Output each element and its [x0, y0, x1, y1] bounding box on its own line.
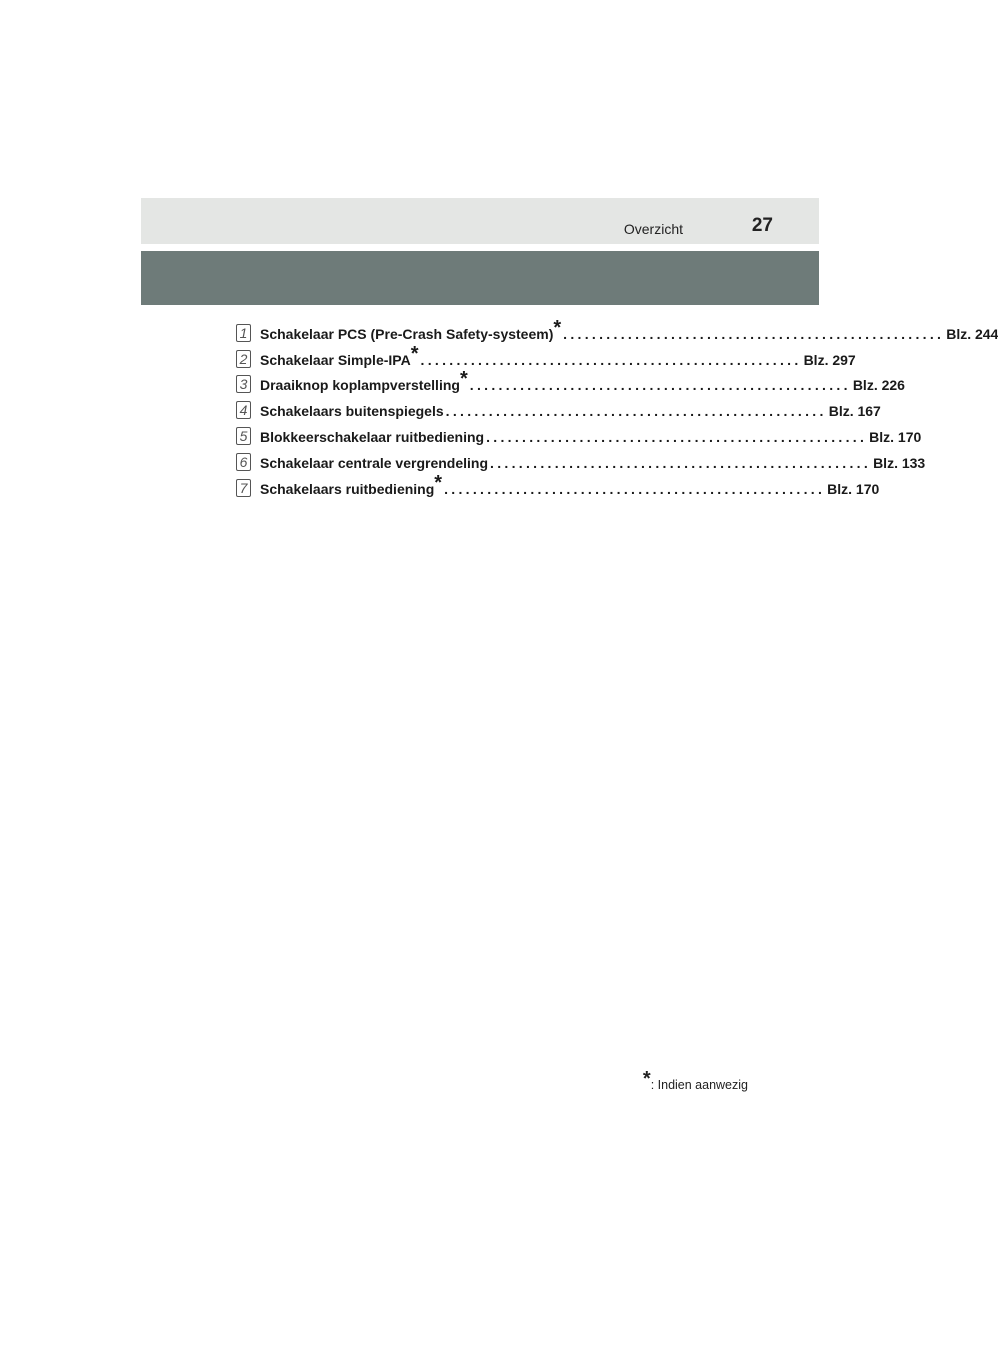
list-item — [236, 471, 880, 497]
list-item — [236, 419, 922, 445]
list-item — [236, 445, 926, 471]
list-item — [236, 316, 998, 342]
dot-leader: ..................................................... — [420, 351, 802, 368]
page-reference-link[interactable]: Blz. 167 — [828, 403, 881, 420]
section-banner — [141, 251, 819, 305]
dot-leader: ..................................................... — [563, 325, 945, 342]
item-label: Draaiknop koplampverstelling* — [260, 368, 468, 394]
item-label: Schakelaar centrale vergrendeling — [260, 454, 488, 471]
page-reference-link[interactable]: Blz. 244 — [946, 325, 998, 342]
footnote-text: : Indien aanwezig — [650, 1078, 748, 1092]
footnote — [642, 1068, 748, 1092]
list-item — [236, 342, 856, 368]
dot-leader: ..................................................... — [490, 454, 872, 471]
item-number-badge: 6 — [236, 453, 251, 471]
optional-marker: * — [434, 471, 443, 494]
page-reference-link[interactable]: Blz. 170 — [827, 480, 880, 497]
list-item — [236, 393, 881, 420]
item-label: Schakelaar PCS (Pre-Crash Safety-systeem)* — [260, 316, 562, 342]
item-label: Schakelaar Simple-IPA* — [260, 342, 419, 368]
page-reference-link[interactable]: Blz. 297 — [803, 351, 856, 368]
dot-leader: ..................................................... — [445, 403, 827, 420]
item-number-badge: 3 — [236, 375, 251, 393]
item-number-badge: 4 — [236, 401, 251, 419]
item-label: Schakelaars buitenspiegels — [260, 403, 444, 420]
page-reference-link[interactable]: Blz. 133 — [873, 454, 926, 471]
dot-leader: ..................................................... — [444, 480, 826, 497]
component-list — [236, 316, 998, 497]
dot-leader: ..................................................... — [469, 377, 851, 394]
item-number-badge: 2 — [236, 350, 251, 368]
item-label: Schakelaars ruitbediening* — [260, 471, 443, 497]
page-header — [141, 198, 819, 244]
optional-marker: * — [553, 316, 562, 339]
footnote-marker: * — [642, 1068, 651, 1090]
page-reference-link[interactable]: Blz. 170 — [869, 428, 922, 445]
item-number-badge: 5 — [236, 427, 251, 445]
item-label: Blokkeerschakelaar ruitbediening — [260, 428, 485, 445]
item-number-badge: 1 — [236, 324, 251, 342]
page-reference-link[interactable]: Blz. 226 — [852, 377, 905, 394]
optional-marker: * — [410, 342, 419, 365]
item-number-badge: 7 — [236, 479, 251, 497]
optional-marker: * — [459, 368, 468, 391]
dot-leader: ..................................................... — [486, 428, 868, 445]
section-title: Overzicht — [623, 221, 683, 237]
list-item — [236, 368, 905, 394]
page-number: 27 — [751, 215, 773, 236]
